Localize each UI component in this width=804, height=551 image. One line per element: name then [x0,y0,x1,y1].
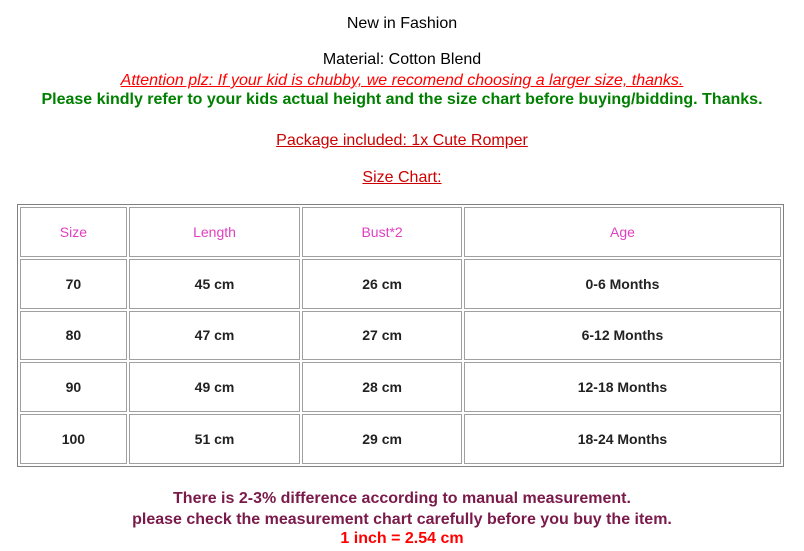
cell-size: 100 [20,414,127,464]
package-included: Package included: 1x Cute Romper [276,132,528,149]
cell-size: 90 [20,362,127,412]
page-title: New in Fashion [346,15,458,32]
cell-bust: 29 cm [302,414,462,464]
cell-length: 51 cm [129,414,301,464]
attention-notice: Attention plz: If your kid is chubby, we recomend choosing a larger size, thanks. [120,72,684,89]
table-header-row [20,207,781,257]
column-header-age: Age [464,207,781,257]
cell-bust: 27 cm [302,311,462,361]
refer-notice: Please kindly refer to your kids actual height and the size chart before buying/bidding. Thanks. [41,91,763,108]
cell-length: 47 cm [129,311,301,361]
cell-size: 70 [20,259,127,309]
column-header-size: Size [20,207,127,257]
material-text: Material: Cotton Blend [322,51,482,68]
cell-bust: 26 cm [302,259,462,309]
cell-age: 18-24 Months [464,414,781,464]
cell-length: 45 cm [129,259,301,309]
column-header-length: Length [129,207,301,257]
cell-length: 49 cm [129,362,301,412]
table-row [20,414,781,464]
inch-conversion: 1 inch = 2.54 cm [340,530,464,547]
column-header-bust: Bust*2 [302,207,462,257]
table-row [20,362,781,412]
cell-age: 6-12 Months [464,311,781,361]
size-table [17,204,784,467]
table-row [20,259,781,309]
check-note: please check the measurement chart carefully before you buy the item. [132,511,672,528]
table-row [20,311,781,361]
difference-note: There is 2-3% difference according to manual measurement. [173,490,631,507]
size-chart-heading: Size Chart: [362,169,442,186]
cell-age: 12-18 Months [464,362,781,412]
cell-size: 80 [20,311,127,361]
cell-bust: 28 cm [302,362,462,412]
cell-age: 0-6 Months [464,259,781,309]
